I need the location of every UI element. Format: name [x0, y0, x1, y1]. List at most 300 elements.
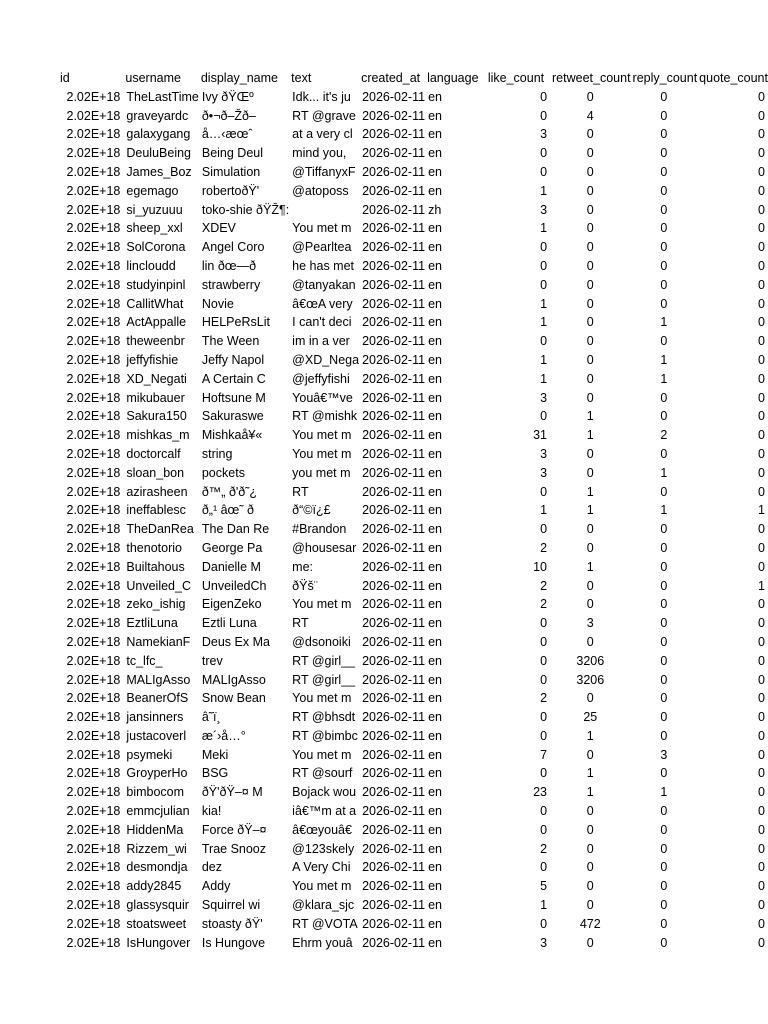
- table-cell[interactable]: 1: [758, 503, 765, 518]
- table-cell[interactable]: 0: [586, 597, 594, 612]
- table-cell[interactable]: 0: [540, 484, 548, 499]
- table-cell[interactable]: 1: [540, 898, 548, 913]
- table-cell[interactable]: en: [428, 409, 442, 424]
- table-cell[interactable]: 1: [586, 409, 594, 424]
- table-cell[interactable]: en: [428, 860, 442, 875]
- table-cell[interactable]: You met m: [292, 428, 352, 443]
- table-cell[interactable]: en: [428, 766, 442, 781]
- table-cell[interactable]: en: [428, 164, 442, 179]
- table-cell[interactable]: 2: [540, 578, 548, 593]
- table-cell[interactable]: 0: [660, 277, 668, 292]
- table-cell[interactable]: MALIgAsso: [201, 672, 266, 687]
- table-cell[interactable]: Angel Coro: [201, 240, 265, 255]
- table-cell[interactable]: 2.02E+18: [66, 672, 121, 687]
- table-cell[interactable]: 2.02E+18: [66, 409, 121, 424]
- table-cell[interactable]: en: [428, 898, 442, 913]
- table-cell[interactable]: RT @girl__: [292, 672, 356, 687]
- table-cell[interactable]: 0: [660, 146, 668, 161]
- table-cell[interactable]: 2.02E+18: [66, 634, 121, 649]
- table-cell[interactable]: 25: [583, 710, 598, 725]
- table-cell[interactable]: 5: [540, 879, 548, 894]
- table-cell[interactable]: 0: [540, 334, 548, 349]
- table-cell[interactable]: 0: [660, 409, 668, 424]
- table-cell[interactable]: justacoverl: [126, 728, 187, 743]
- table-cell[interactable]: zh: [428, 202, 442, 217]
- table-cell[interactable]: You met m: [292, 691, 352, 706]
- table-cell[interactable]: Jeffy Napol: [201, 352, 265, 367]
- table-cell[interactable]: 0: [586, 371, 594, 386]
- table-cell[interactable]: @atoposs: [292, 183, 349, 198]
- table-cell[interactable]: 2026-02-11: [362, 616, 426, 631]
- column-header[interactable]: username: [125, 71, 181, 85]
- table-cell[interactable]: en: [428, 653, 442, 668]
- table-cell[interactable]: NamekianF: [126, 634, 191, 649]
- table-cell[interactable]: #Brandon: [292, 522, 347, 537]
- table-cell[interactable]: You met m: [292, 879, 352, 894]
- table-cell[interactable]: 2026-02-11: [362, 540, 426, 555]
- table-cell[interactable]: en: [428, 747, 442, 762]
- table-cell[interactable]: 0: [758, 653, 765, 668]
- table-cell[interactable]: Being Deul: [201, 146, 264, 161]
- table-cell[interactable]: HELPeRsLit: [201, 315, 270, 330]
- table-cell[interactable]: å…‹æœˆ: [201, 127, 253, 142]
- table-cell[interactable]: 0: [660, 822, 668, 837]
- table-cell[interactable]: 0: [586, 898, 594, 913]
- table-cell[interactable]: 2.02E+18: [66, 428, 121, 443]
- table-cell[interactable]: 1: [586, 766, 594, 781]
- table-cell[interactable]: 2026-02-11: [362, 898, 426, 913]
- table-cell[interactable]: en: [428, 916, 442, 931]
- table-cell[interactable]: 2.02E+18: [66, 578, 121, 593]
- table-cell[interactable]: 0: [540, 766, 548, 781]
- table-cell[interactable]: 2.02E+18: [66, 747, 121, 762]
- table-cell[interactable]: 0: [758, 221, 765, 236]
- table-cell[interactable]: egemago: [126, 183, 179, 198]
- table-cell[interactable]: 0: [660, 559, 668, 574]
- table-cell[interactable]: 1: [660, 785, 668, 800]
- table-cell[interactable]: 0: [758, 164, 765, 179]
- table-cell[interactable]: 0: [586, 822, 594, 837]
- table-cell[interactable]: en: [428, 522, 442, 537]
- table-cell[interactable]: mind you,: [292, 146, 347, 161]
- table-cell[interactable]: 2.02E+18: [66, 89, 121, 104]
- table-cell[interactable]: en: [428, 710, 442, 725]
- table-cell[interactable]: 2.02E+18: [66, 879, 121, 894]
- table-cell[interactable]: A Very Chi: [292, 860, 351, 875]
- table-cell[interactable]: 2.02E+18: [66, 240, 121, 255]
- table-cell[interactable]: 0: [540, 860, 548, 875]
- column-header[interactable]: language: [427, 71, 479, 85]
- table-cell[interactable]: 0: [660, 728, 668, 743]
- table-cell[interactable]: 2.02E+18: [66, 484, 121, 499]
- table-cell[interactable]: 2026-02-11: [362, 766, 426, 781]
- table-cell[interactable]: 0: [540, 672, 548, 687]
- table-cell[interactable]: 0: [660, 710, 668, 725]
- table-cell[interactable]: en: [428, 597, 442, 612]
- table-cell[interactable]: 2026-02-11: [362, 804, 426, 819]
- table-cell[interactable]: 2026-02-11: [362, 916, 426, 931]
- table-cell[interactable]: 0: [758, 860, 765, 875]
- table-cell[interactable]: en: [428, 146, 442, 161]
- table-cell[interactable]: XD_Negati: [126, 371, 187, 386]
- table-cell[interactable]: 0: [758, 446, 765, 461]
- table-cell[interactable]: 0: [758, 597, 765, 612]
- table-cell[interactable]: Simulation: [201, 164, 261, 179]
- table-cell[interactable]: 0: [586, 221, 594, 236]
- table-cell[interactable]: en: [428, 390, 442, 405]
- table-cell[interactable]: 0: [758, 428, 765, 443]
- table-cell[interactable]: 0: [660, 634, 668, 649]
- table-cell[interactable]: @klara_sjc: [292, 898, 355, 913]
- table-cell[interactable]: 0: [758, 747, 765, 762]
- table-cell[interactable]: 0: [586, 334, 594, 349]
- table-cell[interactable]: Sakura150: [126, 409, 187, 424]
- table-cell[interactable]: 3: [540, 390, 548, 405]
- table-cell[interactable]: 0: [586, 164, 594, 179]
- table-cell[interactable]: 2026-02-11: [362, 522, 426, 537]
- table-cell[interactable]: @dsonoiki: [292, 634, 351, 649]
- table-cell[interactable]: 0: [660, 804, 668, 819]
- table-cell[interactable]: @tanyakan: [292, 277, 356, 292]
- table-cell[interactable]: Ehrm youâ: [292, 935, 353, 950]
- table-cell[interactable]: 2.02E+18: [66, 860, 121, 875]
- table-cell[interactable]: 0: [758, 785, 765, 800]
- table-cell[interactable]: You met m: [292, 446, 352, 461]
- table-cell[interactable]: RT @girl__: [292, 653, 356, 668]
- table-cell[interactable]: 0: [540, 409, 548, 424]
- table-cell[interactable]: 0: [660, 860, 668, 875]
- table-cell[interactable]: 0: [586, 879, 594, 894]
- table-cell[interactable]: Deus Ex Ma: [201, 634, 270, 649]
- table-cell[interactable]: en: [428, 578, 442, 593]
- table-cell[interactable]: 0: [758, 390, 765, 405]
- table-cell[interactable]: 3: [586, 616, 594, 631]
- table-cell[interactable]: DeuluBeing: [126, 146, 192, 161]
- column-header[interactable]: id: [60, 71, 70, 85]
- table-cell[interactable]: 2026-02-11: [362, 164, 426, 179]
- table-cell[interactable]: 2026-02-11: [362, 559, 426, 574]
- table-cell[interactable]: 3: [540, 127, 548, 142]
- table-cell[interactable]: he has met: [292, 258, 355, 273]
- table-cell[interactable]: 0: [586, 935, 594, 950]
- table-cell[interactable]: RT: [292, 616, 309, 631]
- table-cell[interactable]: en: [428, 559, 442, 574]
- table-cell[interactable]: 2026-02-11: [362, 202, 426, 217]
- table-cell[interactable]: 0: [540, 240, 548, 255]
- table-cell[interactable]: 0: [586, 277, 594, 292]
- table-cell[interactable]: XDEV: [201, 221, 236, 236]
- table-cell[interactable]: 0: [758, 935, 765, 950]
- table-cell[interactable]: You met m: [292, 221, 352, 236]
- table-cell[interactable]: 0: [758, 409, 765, 424]
- table-cell[interactable]: 1: [540, 296, 548, 311]
- table-cell[interactable]: 2026-02-11: [362, 296, 426, 311]
- table-cell[interactable]: en: [428, 221, 442, 236]
- table-cell[interactable]: 0: [660, 240, 668, 255]
- table-cell[interactable]: 0: [660, 164, 668, 179]
- table-cell[interactable]: string: [201, 446, 233, 461]
- table-cell[interactable]: 2026-02-11: [362, 277, 426, 292]
- table-cell[interactable]: 0: [758, 89, 765, 104]
- table-cell[interactable]: en: [428, 240, 442, 255]
- table-cell[interactable]: 2026-02-11: [362, 89, 426, 104]
- table-cell[interactable]: The Ween: [201, 334, 260, 349]
- table-cell[interactable]: 1: [586, 503, 594, 518]
- table-cell[interactable]: You met m: [292, 747, 352, 762]
- table-cell[interactable]: 2.02E+18: [66, 258, 121, 273]
- table-cell[interactable]: en: [428, 503, 442, 518]
- table-cell[interactable]: 2.02E+18: [66, 522, 121, 537]
- table-cell[interactable]: 3: [660, 747, 668, 762]
- table-cell[interactable]: 2.02E+18: [66, 277, 121, 292]
- table-cell[interactable]: 0: [586, 315, 594, 330]
- table-cell[interactable]: 0: [540, 634, 548, 649]
- column-header[interactable]: like_count: [487, 71, 545, 85]
- table-cell[interactable]: 0: [758, 146, 765, 161]
- table-cell[interactable]: Squirrel wi: [201, 898, 261, 913]
- table-cell[interactable]: 2026-02-11: [362, 785, 426, 800]
- table-cell[interactable]: 2026-02-11: [362, 691, 426, 706]
- table-cell[interactable]: 0: [586, 202, 594, 217]
- table-cell[interactable]: EigenZeko: [201, 597, 262, 612]
- table-cell[interactable]: 0: [586, 446, 594, 461]
- table-cell[interactable]: 2.02E+18: [66, 691, 121, 706]
- table-cell[interactable]: 2026-02-11: [362, 352, 426, 367]
- table-cell[interactable]: 2.02E+18: [66, 710, 121, 725]
- table-cell[interactable]: 2026-02-11: [362, 728, 426, 743]
- table-cell[interactable]: 0: [540, 164, 548, 179]
- table-cell[interactable]: 2026-02-11: [362, 315, 426, 330]
- table-cell[interactable]: 0: [586, 258, 594, 273]
- table-cell[interactable]: æ´›å…°: [201, 728, 246, 743]
- table-cell[interactable]: 0: [660, 916, 668, 931]
- table-cell[interactable]: 0: [660, 202, 668, 217]
- table-cell[interactable]: 0: [758, 484, 765, 499]
- table-cell[interactable]: 472: [579, 916, 601, 931]
- table-cell[interactable]: 0: [586, 804, 594, 819]
- table-cell[interactable]: dez: [201, 860, 223, 875]
- table-cell[interactable]: en: [428, 484, 442, 499]
- table-cell[interactable]: @TiffanyxF: [292, 164, 356, 179]
- table-cell[interactable]: 1: [660, 371, 668, 386]
- table-cell[interactable]: 2026-02-11: [362, 503, 426, 518]
- table-cell[interactable]: 0: [758, 841, 765, 856]
- table-cell[interactable]: 0: [758, 804, 765, 819]
- table-cell[interactable]: A Certain C: [201, 371, 266, 386]
- table-cell[interactable]: 0: [540, 258, 548, 273]
- table-cell[interactable]: iâ€™m at a: [292, 804, 357, 819]
- table-cell[interactable]: â˜ï¸: [201, 710, 221, 725]
- table-cell[interactable]: 0: [540, 804, 548, 819]
- table-cell[interactable]: 2.02E+18: [66, 390, 121, 405]
- table-cell[interactable]: 2.02E+18: [66, 446, 121, 461]
- table-cell[interactable]: 2.02E+18: [66, 766, 121, 781]
- table-cell[interactable]: RT @mishk: [292, 409, 358, 424]
- table-cell[interactable]: 1: [586, 428, 594, 443]
- table-cell[interactable]: @housesar: [292, 540, 357, 555]
- table-cell[interactable]: 0: [758, 183, 765, 198]
- table-cell[interactable]: sloan_bon: [126, 465, 185, 480]
- table-cell[interactable]: 0: [758, 710, 765, 725]
- table-cell[interactable]: EztliLuna: [126, 616, 178, 631]
- table-cell[interactable]: 0: [586, 240, 594, 255]
- table-cell[interactable]: 0: [758, 277, 765, 292]
- table-cell[interactable]: 0: [660, 522, 668, 537]
- table-cell[interactable]: tc_lfc_: [126, 653, 163, 668]
- table-cell[interactable]: 2.02E+18: [66, 822, 121, 837]
- table-cell[interactable]: 2026-02-11: [362, 446, 426, 461]
- table-cell[interactable]: 10: [533, 559, 548, 574]
- table-cell[interactable]: stoasty ðŸ': [201, 916, 263, 931]
- table-cell[interactable]: @XD_Nega: [292, 352, 360, 367]
- table-cell[interactable]: Builtahous: [126, 559, 185, 574]
- table-cell[interactable]: 3: [540, 202, 548, 217]
- table-cell[interactable]: 0: [586, 747, 594, 762]
- table-cell[interactable]: 2026-02-11: [362, 240, 426, 255]
- table-cell[interactable]: 0: [758, 296, 765, 311]
- table-cell[interactable]: 0: [660, 127, 668, 142]
- table-cell[interactable]: Mishkaå¥«: [201, 428, 263, 443]
- table-cell[interactable]: thenotorio: [126, 540, 182, 555]
- table-cell[interactable]: RT @VOTA: [292, 916, 358, 931]
- table-cell[interactable]: 1: [586, 559, 594, 574]
- table-cell[interactable]: 0: [586, 841, 594, 856]
- table-cell[interactable]: 0: [758, 898, 765, 913]
- table-cell[interactable]: en: [428, 127, 442, 142]
- table-cell[interactable]: 2.02E+18: [66, 352, 121, 367]
- table-cell[interactable]: 0: [660, 766, 668, 781]
- table-cell[interactable]: 1: [660, 503, 668, 518]
- table-cell[interactable]: 1: [540, 352, 548, 367]
- table-cell[interactable]: 2026-02-11: [362, 334, 426, 349]
- table-cell[interactable]: 23: [533, 785, 548, 800]
- table-cell[interactable]: Hoftsune M: [201, 390, 266, 405]
- column-header[interactable]: reply_count: [632, 71, 698, 85]
- table-cell[interactable]: 2026-02-11: [362, 879, 426, 894]
- table-cell[interactable]: en: [428, 691, 442, 706]
- table-cell[interactable]: 2.02E+18: [66, 221, 121, 236]
- table-cell[interactable]: 1: [660, 315, 668, 330]
- table-cell[interactable]: 0: [586, 89, 594, 104]
- table-cell[interactable]: 0: [660, 258, 668, 273]
- table-cell[interactable]: 0: [758, 634, 765, 649]
- table-cell[interactable]: 1: [540, 315, 548, 330]
- table-cell[interactable]: en: [428, 352, 442, 367]
- table-cell[interactable]: 2.02E+18: [66, 315, 121, 330]
- table-cell[interactable]: jeffyfishie: [126, 352, 179, 367]
- table-cell[interactable]: 2026-02-11: [362, 146, 426, 161]
- table-cell[interactable]: ActAppalle: [126, 315, 187, 330]
- table-cell[interactable]: sheep_xxl: [126, 221, 183, 236]
- table-cell[interactable]: 0: [758, 127, 765, 142]
- table-cell[interactable]: 0: [540, 89, 548, 104]
- column-header[interactable]: created_at: [361, 71, 421, 85]
- table-cell[interactable]: 2.02E+18: [66, 371, 121, 386]
- table-cell[interactable]: glassysquir: [126, 898, 189, 913]
- table-cell[interactable]: 1: [540, 371, 548, 386]
- table-cell[interactable]: The Dan Re: [201, 522, 270, 537]
- table-cell[interactable]: 0: [540, 616, 548, 631]
- table-cell[interactable]: 2.02E+18: [66, 616, 121, 631]
- table-cell[interactable]: 0: [758, 202, 765, 217]
- table-cell[interactable]: 3206: [576, 672, 605, 687]
- table-cell[interactable]: 0: [758, 672, 765, 687]
- table-cell[interactable]: 0: [758, 559, 765, 574]
- table-cell[interactable]: 4: [586, 108, 594, 123]
- table-cell[interactable]: 0: [758, 879, 765, 894]
- table-cell[interactable]: 2.02E+18: [66, 296, 121, 311]
- table-cell[interactable]: RT @bimbc: [292, 728, 358, 743]
- table-cell[interactable]: 0: [660, 578, 668, 593]
- table-cell[interactable]: 0: [586, 465, 594, 480]
- table-cell[interactable]: 0: [758, 240, 765, 255]
- table-cell[interactable]: 3: [540, 935, 548, 950]
- table-cell[interactable]: 1: [660, 352, 668, 367]
- table-cell[interactable]: 2026-02-11: [362, 860, 426, 875]
- table-cell[interactable]: strawberry: [201, 277, 261, 292]
- table-cell[interactable]: 0: [758, 540, 765, 555]
- table-cell[interactable]: theweenbr: [126, 334, 185, 349]
- table-cell[interactable]: en: [428, 785, 442, 800]
- table-cell[interactable]: en: [428, 89, 442, 104]
- table-cell[interactable]: 0: [758, 728, 765, 743]
- table-cell[interactable]: Rizzem_wi: [126, 841, 187, 856]
- table-cell[interactable]: 0: [660, 484, 668, 499]
- table-cell[interactable]: ðŸ'ðŸ–¤ M: [201, 785, 263, 800]
- table-cell[interactable]: 2026-02-11: [362, 597, 426, 612]
- table-cell[interactable]: RT: [292, 484, 309, 499]
- table-cell[interactable]: Sakuraswe: [201, 409, 264, 424]
- table-cell[interactable]: 0: [660, 390, 668, 405]
- table-cell[interactable]: en: [428, 315, 442, 330]
- table-cell[interactable]: en: [428, 108, 442, 123]
- table-cell[interactable]: â€œA very: [292, 296, 353, 311]
- table-cell[interactable]: 0: [660, 296, 668, 311]
- table-cell[interactable]: 0: [660, 446, 668, 461]
- table-cell[interactable]: mikubauer: [126, 390, 185, 405]
- table-cell[interactable]: 1: [758, 578, 765, 593]
- table-cell[interactable]: 2.02E+18: [66, 653, 121, 668]
- table-cell[interactable]: Addy: [201, 879, 231, 894]
- table-cell[interactable]: ðŸš¨: [292, 578, 318, 593]
- table-cell[interactable]: 0: [586, 860, 594, 875]
- table-cell[interactable]: en: [428, 371, 442, 386]
- table-cell[interactable]: Bojack wou: [292, 785, 357, 800]
- table-cell[interactable]: 2026-02-11: [362, 841, 426, 856]
- table-cell[interactable]: 0: [660, 653, 668, 668]
- table-cell[interactable]: 2: [540, 841, 548, 856]
- table-cell[interactable]: BSG: [201, 766, 229, 781]
- table-cell[interactable]: en: [428, 428, 442, 443]
- table-cell[interactable]: 2026-02-11: [362, 221, 426, 236]
- table-cell[interactable]: HiddenMa: [126, 822, 184, 837]
- table-cell[interactable]: @123skely: [292, 841, 355, 856]
- table-cell[interactable]: CallitWhat: [126, 296, 184, 311]
- table-cell[interactable]: 2: [540, 540, 548, 555]
- table-cell[interactable]: 0: [660, 672, 668, 687]
- table-cell[interactable]: 2.02E+18: [66, 916, 121, 931]
- table-cell[interactable]: â€œyouâ€: [292, 822, 352, 837]
- table-cell[interactable]: 0: [540, 108, 548, 123]
- table-cell[interactable]: jansinners: [126, 710, 184, 725]
- table-cell[interactable]: 2.02E+18: [66, 202, 121, 217]
- table-cell[interactable]: 1: [540, 183, 548, 198]
- table-cell[interactable]: si_yuzuuu: [126, 202, 183, 217]
- table-cell[interactable]: 2.02E+18: [66, 728, 121, 743]
- table-cell[interactable]: TheDanRea: [126, 522, 194, 537]
- table-cell[interactable]: 0: [758, 691, 765, 706]
- table-cell[interactable]: desmondja: [126, 860, 188, 875]
